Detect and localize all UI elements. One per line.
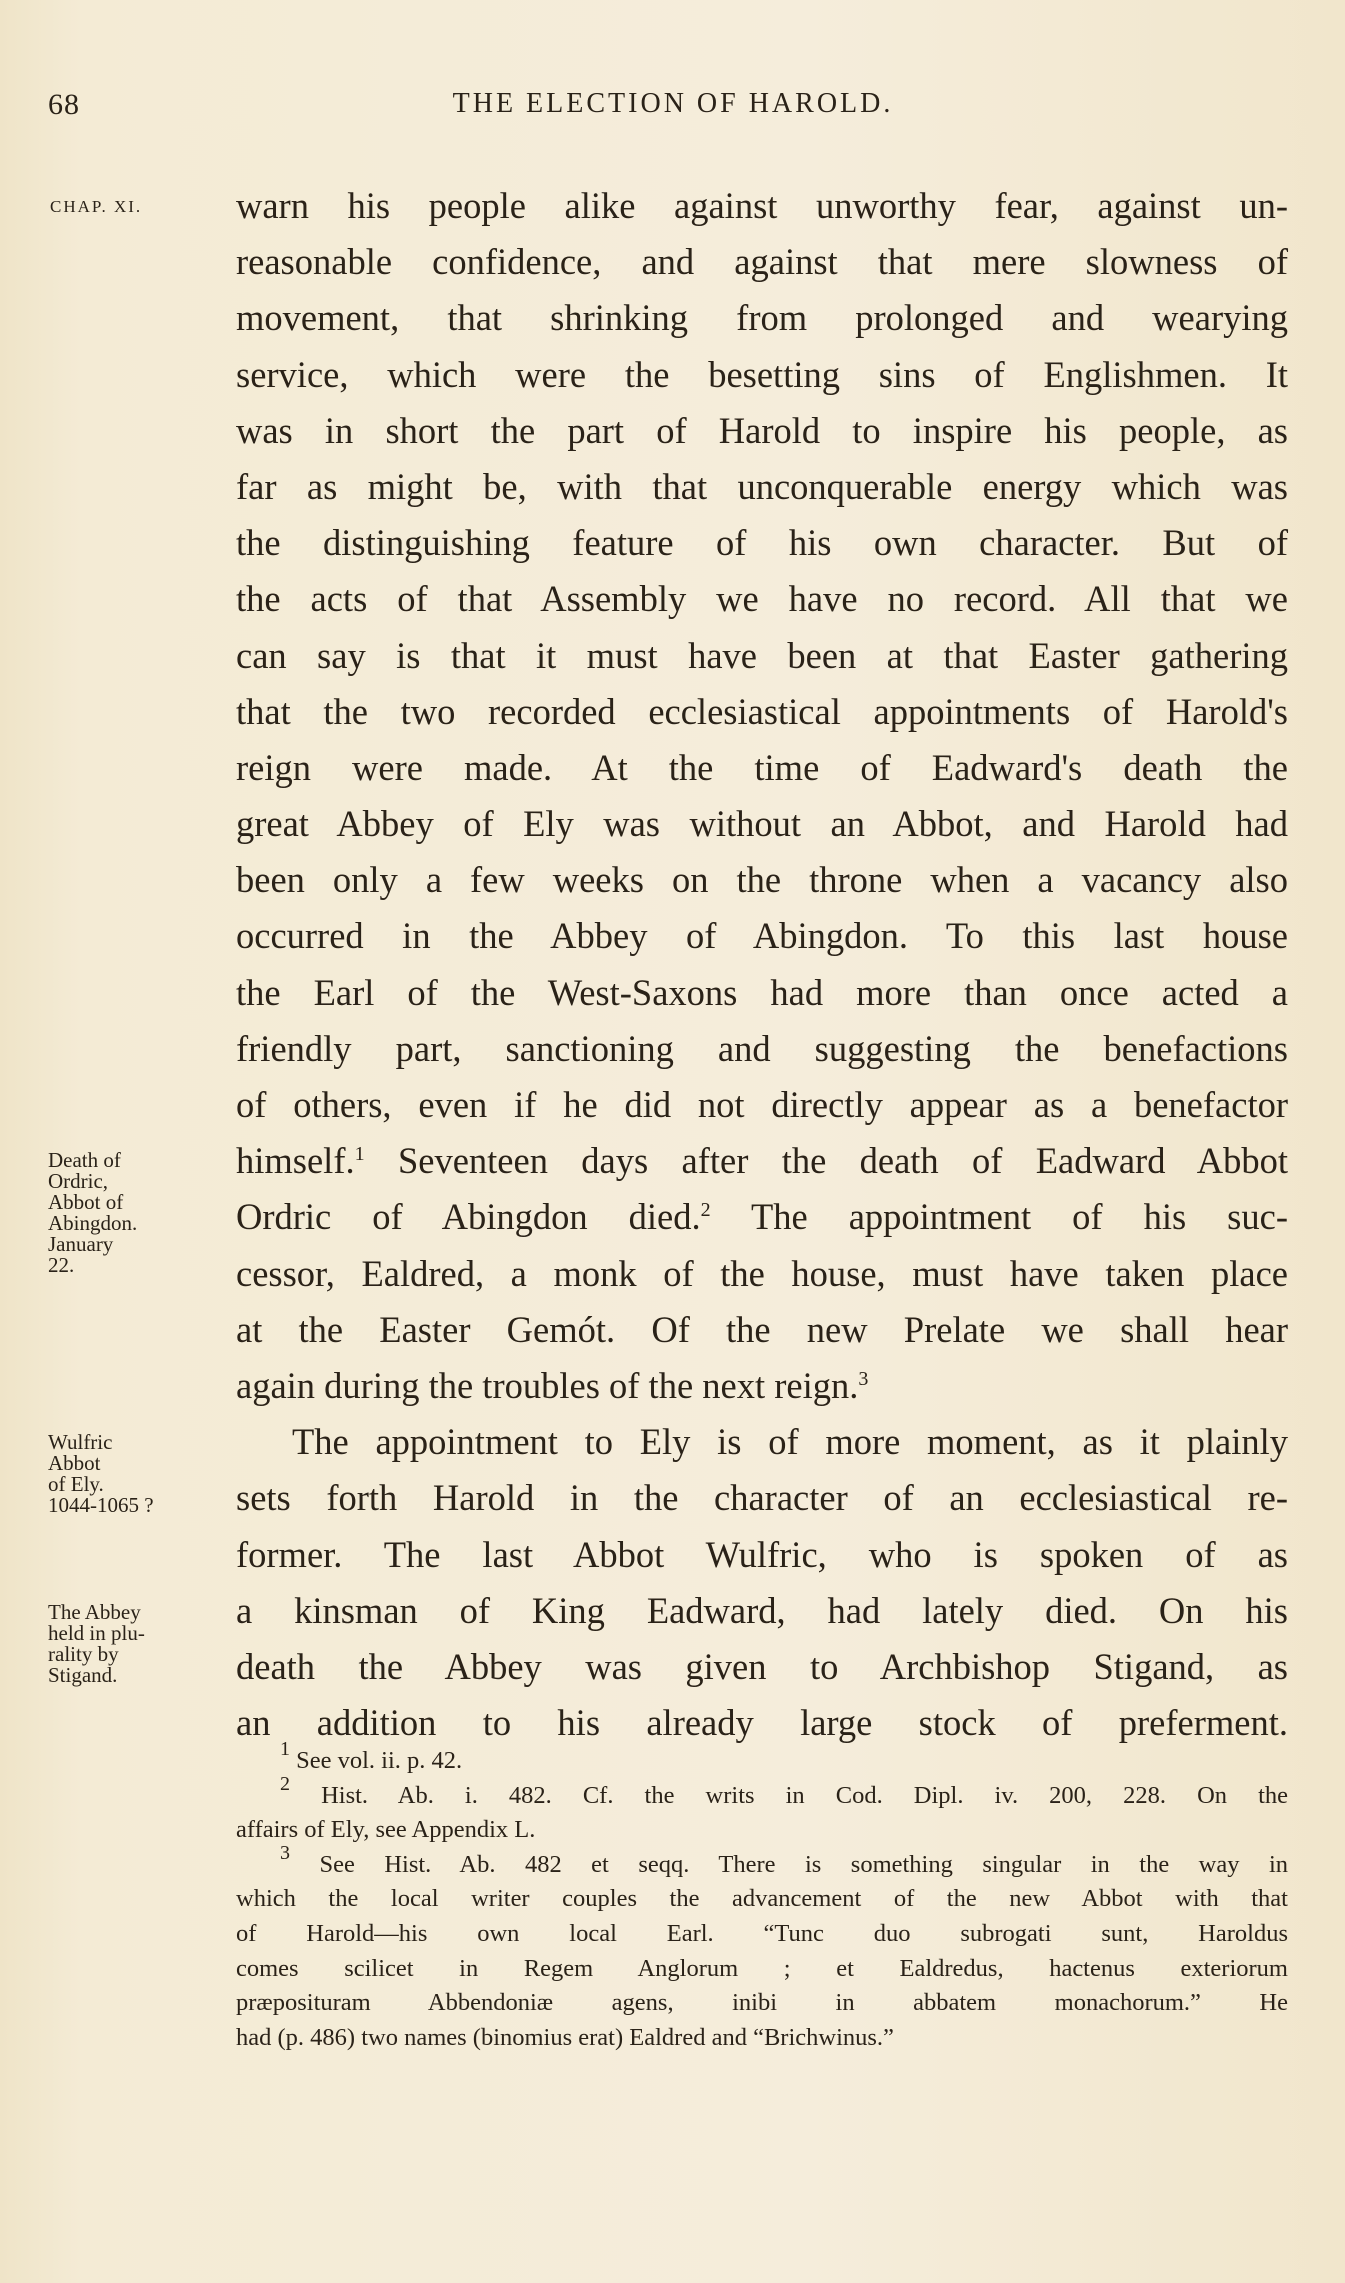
- footnote: [236, 1841, 1289, 1883]
- body-line: cessor, Ealdred, a monk of the house, must have taken place: [236, 1252, 1288, 1294]
- body-line: that the two recorded ecclesiastical appointments of Harold's: [236, 690, 1288, 732]
- side-note-line: January: [48, 1232, 114, 1256]
- body-line: far as might be, with that unconquerable energy which was: [236, 465, 1288, 507]
- body-line: the Earl of the West-Saxons had more than once acted a: [236, 971, 1288, 1013]
- body-line: the distinguishing feature of his own character. But of: [236, 522, 1288, 564]
- body-line: reasonable confidence, and against that mere slowness of: [236, 241, 1288, 283]
- footnote-ref: 3: [858, 1367, 869, 1390]
- footnote-ref: 2: [700, 1199, 711, 1222]
- footnote-line: præposituram Abbendoniæ agens, inibi in abbatem monachorum.” He: [236, 1989, 1288, 2017]
- side-note-line: 1044-1065 ?: [48, 1493, 154, 1517]
- body-line: can say is that it must have been at that Easter gathering: [236, 634, 1288, 676]
- body-line: been only a few weeks on the throne when a vacancy also: [236, 859, 1288, 901]
- side-note-line: The Abbey: [48, 1600, 141, 1624]
- body-line: a kinsman of King Eadward, had lately died. On his: [236, 1589, 1288, 1631]
- page-number: 68: [48, 88, 80, 121]
- body-line: movement, that shrinking from prolonged and wearying: [236, 297, 1288, 339]
- side-note: [48, 1150, 137, 1276]
- footnote: [236, 1738, 1288, 1779]
- body-text: [236, 178, 1288, 1751]
- footnote-marker: 2: [280, 1772, 290, 1795]
- body-line: [236, 1189, 1288, 1245]
- body-fragment: Seventeen days after the death of Eadward Abbot: [397, 1140, 1289, 1182]
- side-note-line: 22.: [48, 1253, 75, 1277]
- body-line: [236, 1358, 1288, 1414]
- body-line: friendly part, sanctioning and suggesting the benefactions: [236, 1027, 1288, 1069]
- chapter-label: CHAP. XI.: [50, 197, 143, 216]
- side-note-line: held in plu-: [48, 1621, 145, 1645]
- side-note-line: Abbot: [48, 1451, 101, 1475]
- body-line: an addition to his already large stock of preferment.: [236, 1702, 1288, 1744]
- body-line: sets forth Harold in the character of an ecclesiastical re-: [236, 1477, 1288, 1519]
- body-line: at the Easter Gemót. Of the new Prelate we shall hear: [236, 1308, 1288, 1350]
- body-line: [236, 1133, 1288, 1189]
- side-note: [48, 1602, 145, 1686]
- body-line: former. The last Abbot Wulfric, who is spoken of as: [236, 1533, 1288, 1575]
- page-header: [48, 88, 1298, 138]
- side-note-line: Death of: [48, 1148, 121, 1172]
- side-note: [48, 1432, 154, 1516]
- footnote-line: had (p. 486) two names (binomius erat) Ealdred and “Brichwinus.”: [236, 2023, 894, 2051]
- footnote-marker: 1: [280, 1738, 290, 1760]
- body-line: reign were made. At the time of Eadward's death the: [236, 746, 1288, 788]
- body-line: death the Abbey was given to Archbishop Stigand, as: [236, 1645, 1288, 1687]
- side-note-line: rality by: [48, 1642, 119, 1666]
- body-line: occurred in the Abbey of Abingdon. To this last house: [236, 915, 1288, 957]
- footnote-marker: 3: [280, 1841, 290, 1864]
- running-title: THE ELECTION OF HAROLD.: [452, 88, 894, 119]
- body-fragment: himself.: [236, 1140, 355, 1182]
- side-note-line: Wulfric: [48, 1430, 113, 1454]
- footnote: [236, 1772, 1289, 1814]
- side-note-line: of Ely.: [48, 1472, 104, 1496]
- body-fragment: Ordric of Abingdon died.: [236, 1196, 701, 1238]
- footnote-text: See Hist. Ab. 482 et seqq. There is something singular in the way in: [319, 1850, 1289, 1878]
- side-note-line: Abingdon.: [48, 1211, 138, 1235]
- footnote-line: affairs of Ely, see Appendix L.: [236, 1816, 536, 1844]
- body-fragment: The appointment of his suc-: [750, 1196, 1288, 1238]
- footnote-ref: 1: [354, 1143, 365, 1166]
- body-line: The appointment to Ely is of more moment, as it plainly: [292, 1421, 1288, 1463]
- footnote-text: Hist. Ab. i. 482. Cf. the writs in Cod. Dipl. iv. 200, 228. On the: [321, 1781, 1289, 1809]
- footnote-text: See vol. ii. p. 42.: [296, 1747, 463, 1774]
- footnote-line: comes scilicet in Regem Anglorum ; et Ealdredus, hactenus exteriorum: [236, 1954, 1288, 1982]
- footnote-line: which the local writer couples the advancement of the new Abbot with that: [236, 1885, 1288, 1913]
- body-line: great Abbey of Ely was without an Abbot, and Harold had: [236, 803, 1288, 845]
- body-line: service, which were the besetting sins of Englishmen. It: [236, 353, 1288, 395]
- footnotes: [236, 1738, 1289, 2055]
- body-line: was in short the part of Harold to inspire his people, as: [236, 409, 1288, 451]
- side-note-line: Abbot of: [48, 1190, 124, 1214]
- body-line: the acts of that Assembly we have no record. All that we: [236, 578, 1288, 620]
- side-note-line: Ordric,: [48, 1169, 109, 1193]
- body-line: of others, even if he did not directly appear as a benefactor: [236, 1084, 1288, 1125]
- body-line: warn his people alike against unworthy fear, against un-: [236, 185, 1288, 226]
- side-note-line: Stigand.: [48, 1663, 118, 1687]
- body-fragment: again during the troubles of the next reign.: [236, 1364, 859, 1406]
- footnote-line: of Harold—his own local Earl. “Tunc duo subrogati sunt, Haroldus: [236, 1919, 1288, 1947]
